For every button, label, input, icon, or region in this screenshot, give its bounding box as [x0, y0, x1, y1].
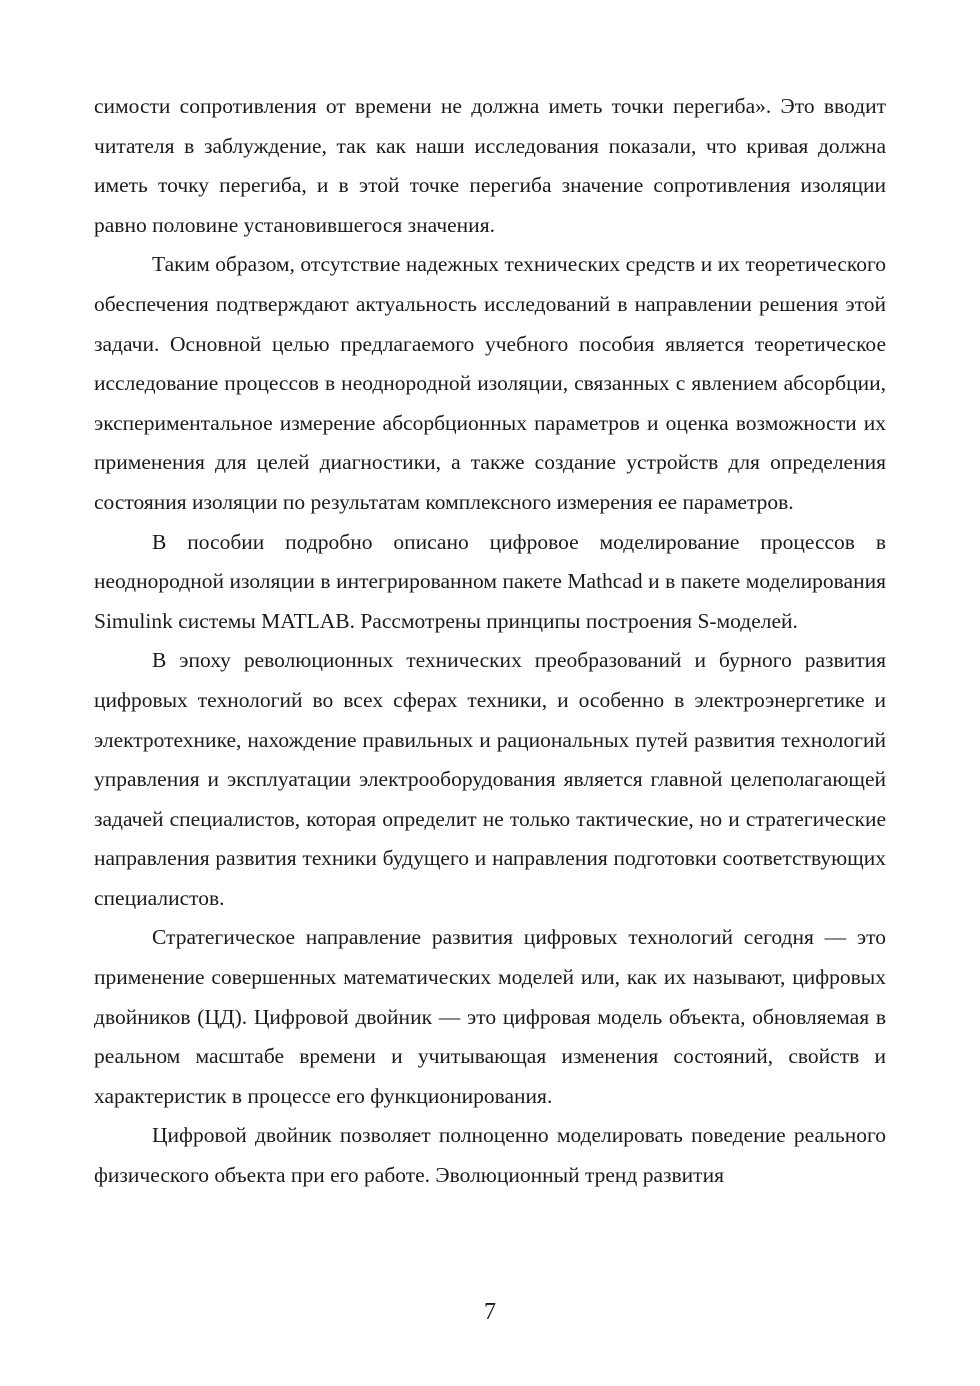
paragraph-digital-era: В эпоху революционных технических преобразований и бурного развития цифровых технологий во всех сферах техники, и особенно в электроэнергетике и электротехнике, нахождение правильных и рациональных путей развития технологий управления и эксплуатации электрооборудования является главной целеполагающей задачей специалистов, которая определит не только тактические, но и стратегические направления развития техники будущего и направления подготовки соответствующих специалистов.	[94, 648, 886, 910]
page-number: 7	[484, 1299, 496, 1325]
paragraph-modeling: В пособии подробно описано цифровое моделирование процессов в неоднородной изоляции в интегрированном пакете Mathcad и в пакете моделирования Simulink системы MATLAB. Рассмотрены принципы построения S-моделей.	[94, 529, 886, 633]
page-body	[94, 87, 886, 1196]
paragraph-continuation: симости сопротивления от времени не должна иметь точки перегиба». Это вводит читателя в заблуждение, так как наши исследования показали, что кривая должна иметь точку перегиба, и в этой точке перегиба значение сопротивления изоляции равно половине установившегося значения.	[94, 94, 886, 237]
paragraph-digital-twins: Стратегическое направление развития цифровых технологий сегодня — это применение совершенных математических моделей или, как их называют, цифровых двойников (ЦД). Цифровой двойник — это цифровая модель объекта, обновляемая в реальном масштабе времени и учитывающая изменения состояний, свойств и характеристик в процессе его функционирования.	[94, 925, 886, 1108]
paragraph-relevance: Таким образом, отсутствие надежных технических средств и их теоретического обеспечения подтверждают актуальность исследований в направлении решения этой задачи. Основной целью предлагаемого учебного пособия является теоретическое исследование процессов в неоднородной изоляции, связанных с явлением абсорбции, экспериментальное измерение абсорбционных параметров и оценка возможности их применения для целей диагностики, а также создание устройств для определения состояния изоляции по результатам комплексного измерения ее параметров.	[94, 252, 886, 514]
paragraph-twin-behavior: Цифровой двойник позволяет полноценно моделировать поведение реального физического объекта при его работе. Эволюционный тренд развития	[94, 1123, 886, 1188]
